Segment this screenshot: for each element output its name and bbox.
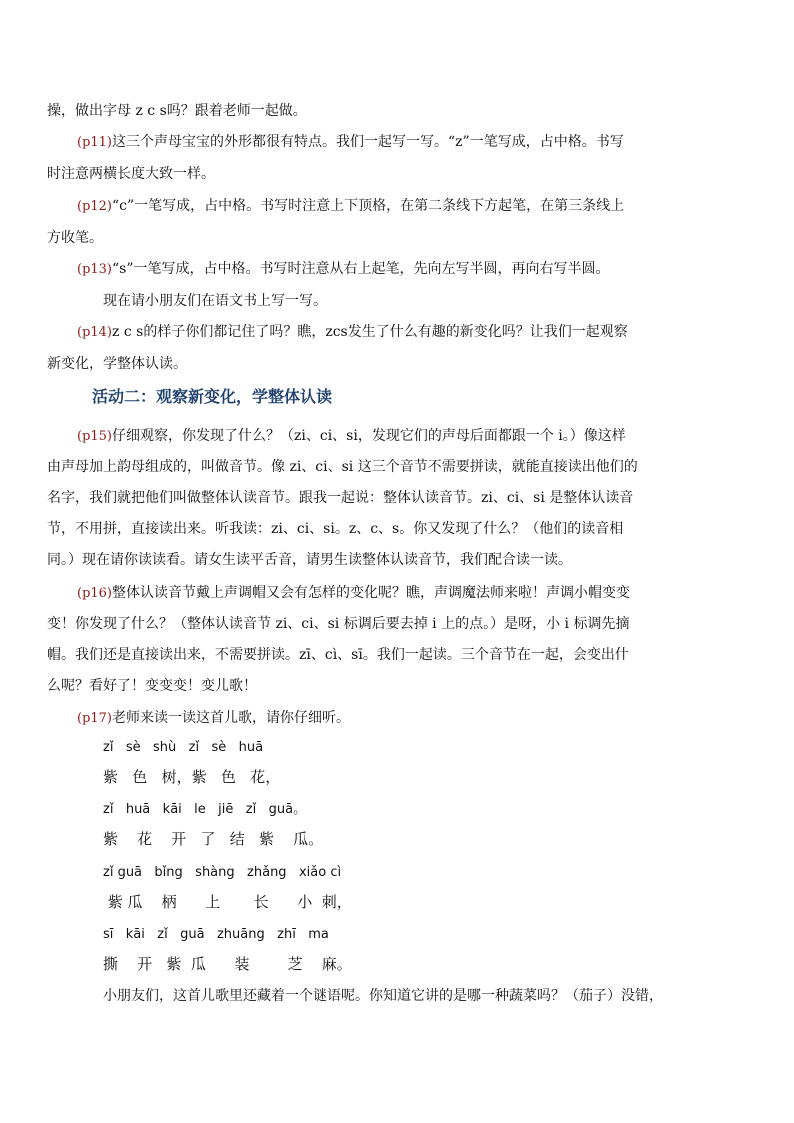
- paragraph-p14: [77, 322, 628, 343]
- paragraph-p17: [77, 708, 350, 729]
- text-span: 么呢？看好了！变变变！变儿歌！: [47, 678, 257, 694]
- page-ref-p12: (p12): [77, 199, 113, 214]
- paragraph-line: [47, 354, 187, 374]
- text-span: “c”一笔写成，占中格。书写时注意上下顶格，在第二条线下方起笔，在第三条线上: [112, 198, 625, 214]
- paragraph-p16: [77, 583, 630, 604]
- paragraph-p15: [77, 426, 626, 447]
- paragraph-p12: [77, 196, 624, 217]
- poem-pinyin-line: zǐ sè shù zǐ sè huā: [103, 740, 264, 755]
- text-span: 帽。我们还是直接读出来，不需要拼读。zī、cì、sī。我们一起读。三个音节在一起，会变出什: [47, 647, 629, 663]
- poem-pinyin-line: zǐ guā bǐng shàng zhǎng xiǎo cì: [103, 865, 342, 880]
- paragraph-p11: [77, 132, 624, 153]
- paragraph-line: [47, 645, 629, 665]
- poem-hanzi-line: 紫 色 树，紫 色 花，: [103, 768, 281, 786]
- paragraph-line: [47, 164, 215, 184]
- paragraph-line: [47, 457, 638, 477]
- page-ref-p17: (p17): [77, 711, 113, 726]
- page-ref-p14: (p14): [77, 325, 113, 340]
- page-ref-p13: (p13): [77, 262, 113, 277]
- poem-hanzi-line: 紫 花 开 了 结 紫 瓜。: [103, 830, 324, 848]
- poem-pinyin-line: zǐ huā kāi le jiē zǐ guā。: [103, 802, 307, 817]
- page-ref-p16: (p16): [77, 586, 113, 601]
- text-span: 同。）现在请你读读看。请女生读平舌音，请男生读整体认读音节，我们配合读一读。: [47, 552, 572, 568]
- text-span: 整体认读音节戴上声调帽又会有怎样的变化呢？瞧，声调魔法师来啦！声调小帽变变: [112, 585, 631, 601]
- text-span: “s”一笔写成，占中格。书写时注意从右上起笔，先向左写半圆，再向右写半圆。: [112, 261, 610, 277]
- poem-pinyin-line: sī kāi zǐ guā zhuāng zhī ma: [103, 927, 329, 942]
- poem-hanzi-line: 撕 开 紫 瓜 装 芝 麻。: [103, 955, 352, 973]
- text-span: 小朋友们，这首儿歌里还藏着一个谜语呢。你知道它讲的是哪一种蔬菜吗？（茄子）没错，: [103, 988, 663, 1004]
- text-span: 仔细观察，你发现了什么？（zi、ci、si，发现它们的声母后面都跟一个 i。）像这样: [112, 428, 626, 444]
- text-span: 老师来读一读这首儿歌，请你仔细听。: [112, 710, 351, 726]
- text-span: 这三个声母宝宝的外形都很有特点。我们一起写一写。“z”一笔写成，占中格。书写: [112, 134, 624, 150]
- text-span: 由声母加上韵母组成的，叫做音节。像 zi、ci、si 这三个音节不需要拼读，就能直接读出他们的: [47, 459, 638, 475]
- text-span: 新变化，学整体认读。: [47, 356, 187, 372]
- text-span: 节，不用拼，直接读出来。听我读：zi、ci、si。z、c、s。你又发现了什么？（他们的读音相: [47, 521, 624, 537]
- paragraph-p13: [77, 259, 610, 280]
- text-span: 变！你发现了什么？（整体认读音节 zi、ci、si 标调后要去掉 i 上的点。）是呀，小 i 标调先摘: [47, 616, 630, 632]
- text-span: 名字，我们就把他们叫做整体认读音节。跟我一起说：整体认读音节。zi、ci、si 是整体认读音: [47, 490, 634, 506]
- paragraph-line: [47, 519, 623, 539]
- text-span: z c s的样子你们都记住了吗？瞧，zcs发生了什么有趣的新变化吗？让我们一起观察: [112, 324, 628, 340]
- text-span: 操，做出字母 z c s吗？跟着老师一起做。: [47, 103, 307, 119]
- paragraph-line: [47, 614, 630, 634]
- paragraph-line: [103, 986, 663, 1006]
- text-span: 时注意两横长度大致一样。: [47, 166, 215, 182]
- paragraph-line: [47, 550, 572, 570]
- text-span: 方收笔。: [47, 230, 103, 246]
- text-span: 现在请小朋友们在语文书上写一写。: [103, 293, 327, 309]
- paragraph-line: [103, 291, 327, 311]
- page-ref-p11: (p11): [77, 135, 113, 150]
- paragraph-line: [47, 676, 257, 696]
- paragraph-line: [47, 228, 103, 248]
- page-ref-p15: (p15): [77, 429, 113, 444]
- section-heading: 活动二：观察新变化，学整体认读: [92, 387, 333, 406]
- poem-hanzi-line: 紫 瓜 柄 上 长 小 刺，: [103, 893, 352, 911]
- paragraph-line: [47, 488, 633, 508]
- paragraph-line: [47, 101, 307, 121]
